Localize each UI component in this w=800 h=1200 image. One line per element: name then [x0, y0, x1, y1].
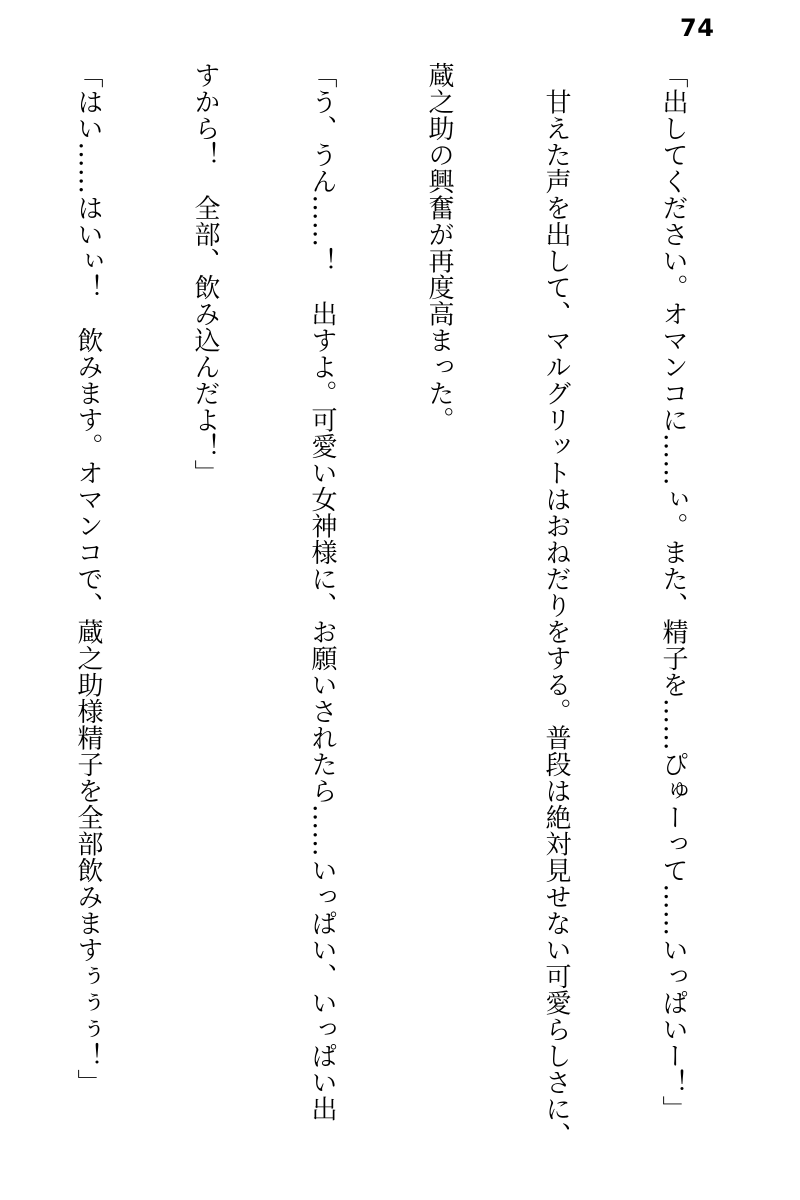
text-line: 「はい……はいぃ！ 飲みます。オマンコで、蔵之助様精子を全部飲みますぅぅぅ！」 — [73, 62, 103, 1096]
text-line: 甘えた声を出して、マルグリットはおねだりをする。普段は絶対見せない可愛らしさに、 — [541, 62, 571, 1149]
body-text — [10, 62, 770, 1182]
text-line: 「う、うん……！ 出すよ。可愛い女神様に、お願いされたら……いっぱい、いっぱい出 — [307, 62, 337, 1122]
text-line: すから！ 全部、飲み込んだよ！」 — [190, 62, 220, 486]
text-line: 「出してください。オマンコに……ぃ。また、精子を……ぴゅーって……いっぱいー！」 — [658, 62, 688, 1122]
page-number: 74 — [680, 14, 715, 42]
text-line: 蔵之助の興奮が再度高まった。 — [424, 62, 454, 433]
